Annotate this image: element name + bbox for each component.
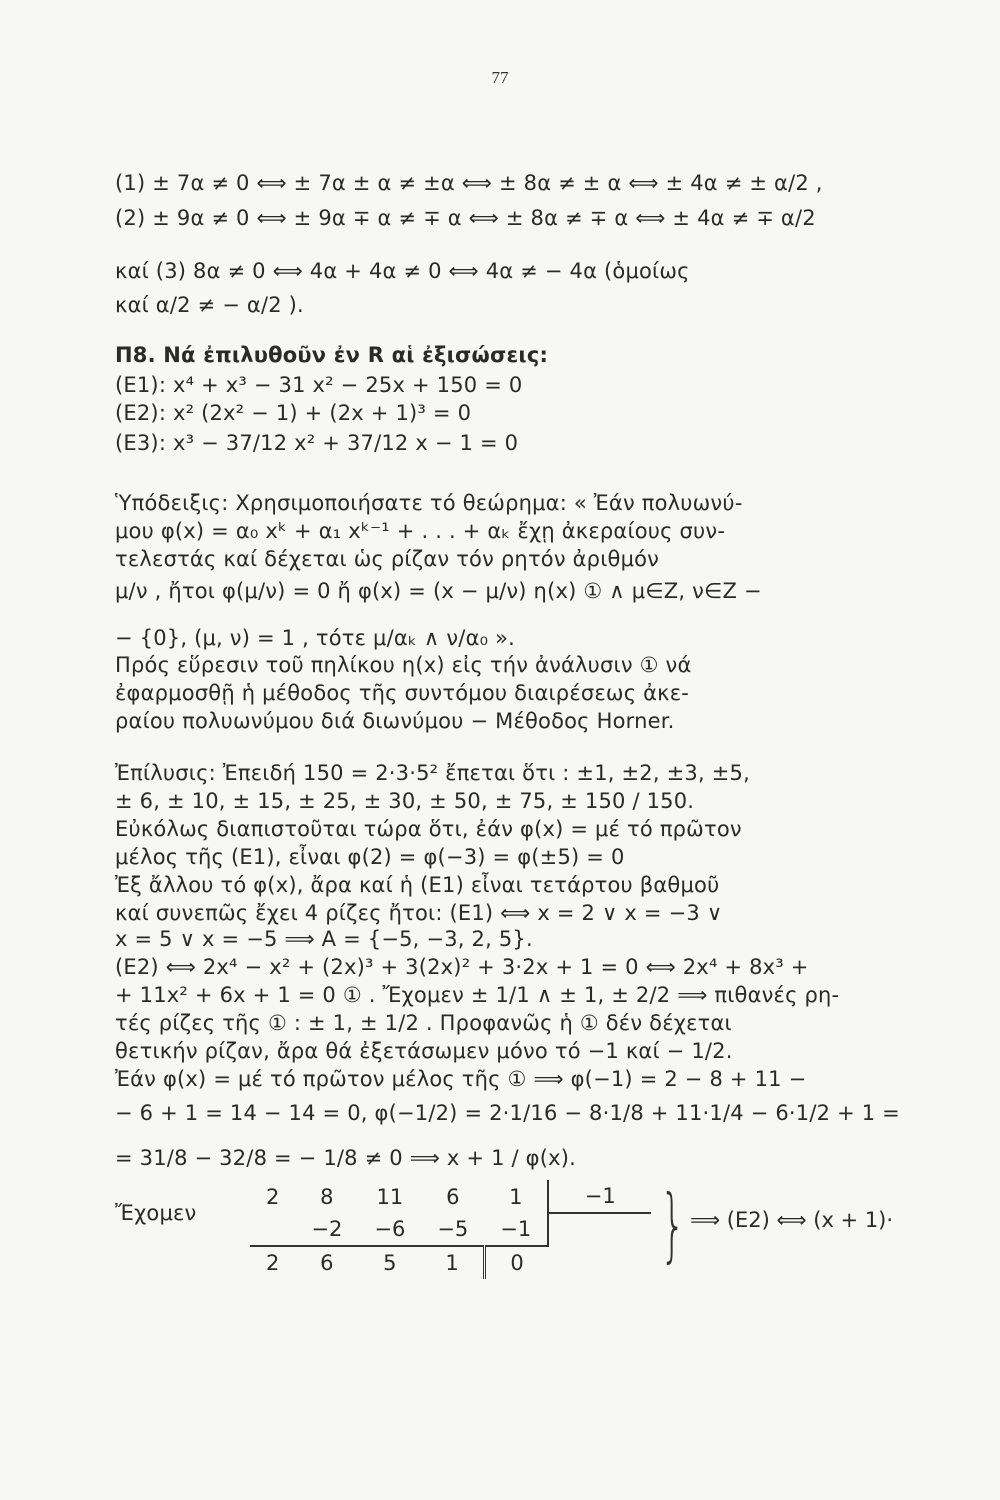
solution-line: θετικήν ρίζαν, ἄρα θά ἐξετάσωμεν μόνο τό −1 καί − 1/2. xyxy=(115,1039,733,1063)
hint-line: μ/ν , ἤτοι φ(μ/ν) = 0 ἤ φ(x) = (x − μ/ν) η(x) ① ∧ μ∈Z, ν∈Z − xyxy=(115,579,762,603)
coeff: 11 xyxy=(376,1184,404,1209)
result: 6 xyxy=(295,1246,358,1279)
solution-line: τές ρίζες τῆς ① : ± 1, ± 1/2 . Προφανῶς ἡ ① δέν δέχεται xyxy=(115,1011,732,1035)
equation-e3: (Ε3): x³ − 37/12 x² + 37/12 x − 1 = 0 xyxy=(115,431,519,455)
remainder: 0 xyxy=(484,1246,548,1279)
coeff: 1 xyxy=(484,1180,548,1213)
text-line: (1) ± 7α ≠ 0 ⟺ ± 7α ± α ≠ ±α ⟺ ± 8α ≠ ± α ⟺ ± 4α ≠ ± α/2 , xyxy=(115,171,823,195)
hint-line: − {0}, (μ, ν) = 1 , τότε μ/αₖ ∧ ν/α₀ ». xyxy=(115,626,516,650)
coeff: 2 xyxy=(266,1184,280,1209)
text-line: (2) ± 9α ≠ 0 ⟺ ± 9α ∓ α ≠ ∓ α ⟺ ± 8α ≠ ∓ α ⟺ ± 4α ≠ ∓ α/2 xyxy=(115,206,816,230)
solution-line: x = 5 ∨ x = −5 ⟹ A = {−5, −3, 2, 5}. xyxy=(115,927,533,951)
product xyxy=(250,1213,295,1246)
hint-line: Ὑπόδειξις: Χρησιμοποιήσατε τό θεώρημα: « Ἐάν πολυωνύ- xyxy=(115,491,743,515)
result: 1 xyxy=(421,1246,484,1279)
solution-line: Ἐάν φ(x) = μέ τό πρῶτον μέλος τῆς ① ⟹ φ(−1) = 2 − 8 + 11 − xyxy=(115,1067,807,1091)
equation-e1: (Ε1): x⁴ + x³ − 31 x² − 25x + 150 = 0 xyxy=(115,373,523,397)
solution-line: (Ε2) ⟺ 2x⁴ − x² + (2x)³ + 3(2x)² + 3·2x + 1 = 0 ⟺ 2x⁴ + 8x³ + xyxy=(115,955,809,979)
solution-line: Ἐξ ἄλλου τό φ(x), ἄρα καί ἡ (Ε1) εἶναι τετάρτου βαθμοῦ xyxy=(115,873,720,897)
coeff: 8 xyxy=(320,1184,334,1209)
solution-line: − 6 + 1 = 14 − 14 = 0, φ(−1/2) = 2·1/16 − 8·1/8 + 11·1/4 − 6·1/2 + 1 = xyxy=(115,1101,900,1125)
solution-line: Ἐπίλυσις: Ἐπειδή 150 = 2·3·5² ἔπεται ὅτι : ±1, ±2, ±3, ±5, xyxy=(115,761,750,785)
divisor: −1 xyxy=(548,1180,651,1213)
hint-line: τελεστάς καί δέχεται ὡς ρίζαν τόν ρητόν ἀριθμόν xyxy=(115,547,660,571)
product: −6 xyxy=(374,1217,406,1241)
hint-line: ραίου πολυωνύμου διά διωνύμου − Μέθοδος Horner. xyxy=(115,709,675,733)
product: −5 xyxy=(437,1217,469,1241)
product: −1 xyxy=(484,1213,548,1246)
result: 2 xyxy=(250,1246,295,1279)
equation-e2: (Ε2): x² (2x² − 1) + (2x + 1)³ = 0 xyxy=(115,401,472,425)
solution-line: καί συνεπῶς ἔχει 4 ρίζες ἤτοι: (Ε1) ⟺ x = 2 ∨ x = −3 ∨ xyxy=(115,901,723,925)
solution-line: ± 6, ± 10, ± 15, ± 25, ± 30, ± 50, ± 75, ± 150 / 150. xyxy=(115,789,695,813)
solution-line: = 31/8 − 32/8 = − 1/8 ≠ 0 ⟹ x + 1 / φ(x). xyxy=(115,1146,577,1170)
solution-line: Εὐκόλως διαπιστοῦται τώρα ὅτι, ἐάν φ(x) = μέ τό πρῶτον xyxy=(115,817,742,841)
solution-line: + 11x² + 6x + 1 = 0 ① . Ἔχομεν ± 1/1 ∧ ± 1, ± 2/2 ⟹ πιθανές ρη- xyxy=(115,983,840,1007)
right-brace-icon: } xyxy=(660,1178,686,1271)
solution-line: μέλος τῆς (Ε1), εἶναι φ(2) = φ(−3) = φ(±5) = 0 xyxy=(115,845,625,869)
text-line: καί α/2 ≠ − α/2 ). xyxy=(115,293,304,317)
coeff: 6 xyxy=(446,1184,460,1209)
hint-line: Πρός εὕρεσιν τοῦ πηλίκου η(x) εἰς τήν ἀνάλυσιν ① νά xyxy=(115,653,692,677)
horner-conclusion: ⟹ (Ε2) ⟺ (x + 1)· xyxy=(690,1208,894,1232)
hint-line: ἐφαρμοσθῇ ἡ μέθοδος τῆς συντόμου διαιρέσεως ἀκε- xyxy=(115,681,690,705)
exercise-title: Π8. Νά ἐπιλυθοῦν ἐν R αἱ ἐξισώσεις: xyxy=(115,343,549,367)
horner-label: Ἔχομεν xyxy=(115,1201,197,1225)
page-number: 77 xyxy=(491,68,509,87)
text-line: καί (3) 8α ≠ 0 ⟺ 4α + 4α ≠ 0 ⟺ 4α ≠ − 4α (ὁμοίως xyxy=(115,259,690,283)
horner-scheme xyxy=(250,1180,651,1279)
result: 5 xyxy=(358,1246,421,1279)
product: −2 xyxy=(311,1217,343,1241)
hint-line: μου φ(x) = α₀ xᵏ + α₁ xᵏ⁻¹ + . . . + αₖ ἔχῃ ἀκεραίους συν- xyxy=(115,519,726,543)
